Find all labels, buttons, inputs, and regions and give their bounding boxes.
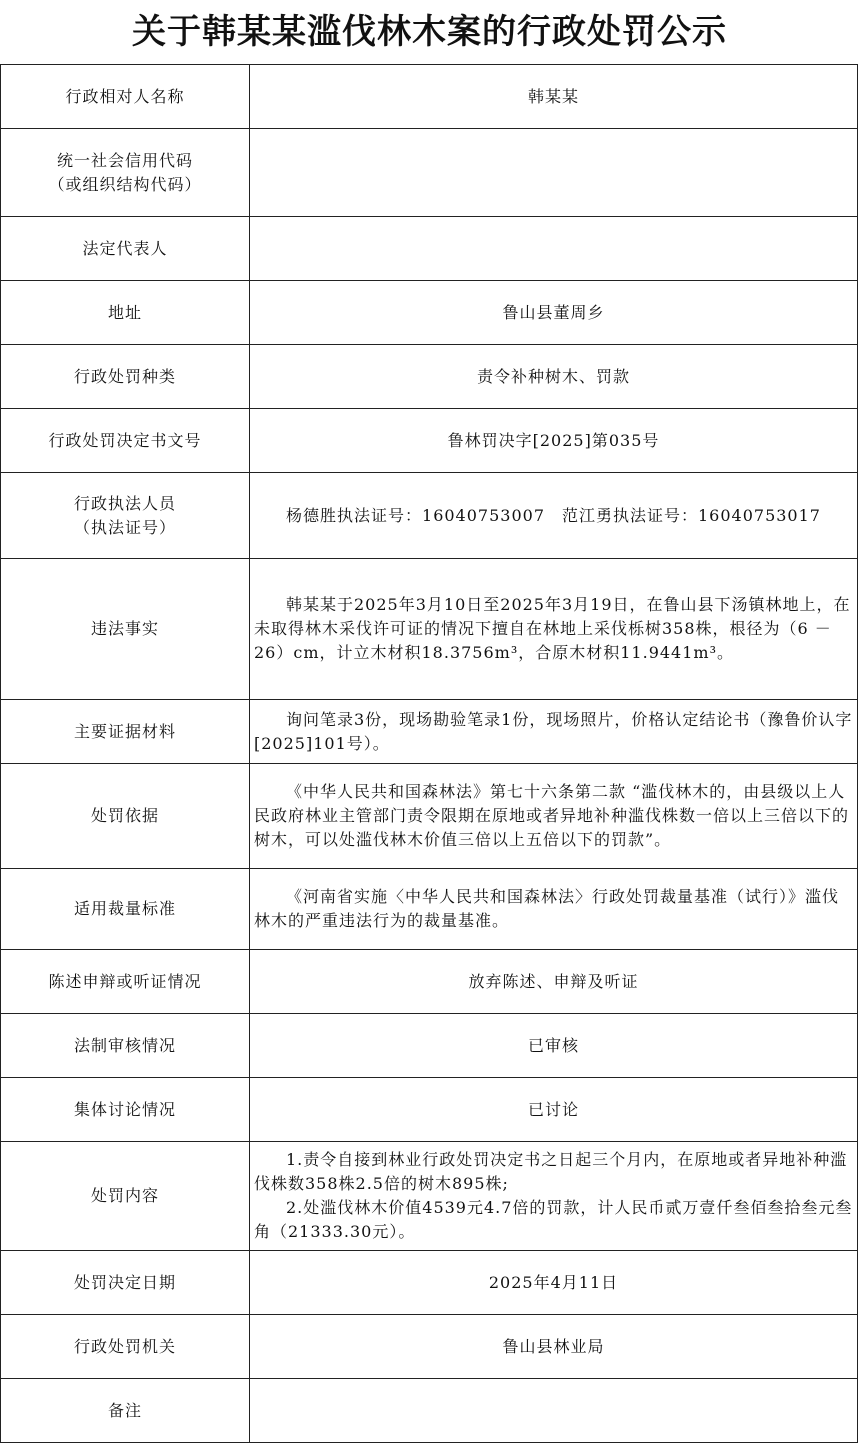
- table-row: [1, 1251, 858, 1315]
- label-discretion-standard: 适用裁量标准: [1, 869, 250, 950]
- label-enforcement-staff: [1, 473, 250, 559]
- penalty-basis-text: 《中华人民共和国森林法》第七十六条第二款 “滥伐林木的，由县级以上人民政府林业主管部门责令限期在原地或者异地补种滥伐株数一倍以上三倍以下的树木，可以处滥伐林木价值三倍以上五倍以下的罚款”。: [254, 782, 850, 849]
- value-penalty-content: [250, 1142, 858, 1251]
- value-enforcement-staff: 杨德胜执法证号：16040753007 范江勇执法证号：16040753017: [250, 473, 858, 559]
- label-legal-rep: 法定代表人: [1, 217, 250, 281]
- label-violation-facts: 违法事实: [1, 559, 250, 700]
- table-row: [1, 217, 858, 281]
- label-hearing-status: 陈述申辩或听证情况: [1, 950, 250, 1014]
- table-row: [1, 764, 858, 869]
- table-row: [1, 700, 858, 764]
- discretion-standard-text: 《河南省实施〈中华人民共和国森林法〉行政处罚裁量基准（试行）》滥伐林木的严重违法行为的裁量基准。: [254, 887, 840, 930]
- label-credit-code-line1: 统一社会信用代码: [56, 150, 193, 170]
- table-row: [1, 281, 858, 345]
- value-address: 鲁山县董周乡: [250, 281, 858, 345]
- label-penalty-type: 行政处罚种类: [1, 345, 250, 409]
- value-credit-code: [250, 129, 858, 217]
- label-remarks: 备注: [1, 1379, 250, 1443]
- label-enforcement-staff-line1: 行政执法人员: [73, 493, 176, 513]
- value-decision-date: 2025年4月11日: [250, 1251, 858, 1315]
- table-row: [1, 1379, 858, 1443]
- label-party-name: 行政相对人名称: [1, 65, 250, 129]
- table-row: [1, 1142, 858, 1251]
- value-violation-facts: [250, 559, 858, 700]
- table-row: [1, 1315, 858, 1379]
- label-penalty-basis: 处罚依据: [1, 764, 250, 869]
- value-party-name: 韩某某: [250, 65, 858, 129]
- value-evidence: [250, 700, 858, 764]
- table-row: [1, 129, 858, 217]
- table-row: [1, 1014, 858, 1078]
- evidence-text: 询问笔录3份，现场勘验笔录1份，现场照片，价格认定结论书（豫鲁价认字[2025]101号）。: [254, 709, 853, 753]
- value-hearing-status: 放弃陈述、申辩及听证: [250, 950, 858, 1014]
- label-legal-review: 法制审核情况: [1, 1014, 250, 1078]
- table-row: [1, 1078, 858, 1142]
- penalty-table: [0, 64, 858, 1443]
- value-penalty-basis: [250, 764, 858, 869]
- label-credit-code: [1, 129, 250, 217]
- page-title: 关于韩某某滥伐林木案的行政处罚公示: [132, 12, 727, 52]
- table-row: [1, 950, 858, 1014]
- table-row: [1, 65, 858, 129]
- penalty-content-item-2: 2.处滥伐林木价值4539元4.7倍的罚款，计人民币贰万壹仟叁佰叁拾叁元叁角（21333.30元）。: [254, 1198, 853, 1241]
- label-evidence: 主要证据材料: [1, 700, 250, 764]
- value-remarks: [250, 1379, 858, 1443]
- value-discretion-standard: [250, 869, 858, 950]
- label-penalty-authority: 行政处罚机关: [1, 1315, 250, 1379]
- table-row: [1, 559, 858, 700]
- table-row: [1, 345, 858, 409]
- value-decision-number: 鲁林罚决字[2025]第035号: [250, 409, 858, 473]
- value-legal-review: 已审核: [250, 1014, 858, 1078]
- table-row: [1, 409, 858, 473]
- value-penalty-authority: 鲁山县林业局: [250, 1315, 858, 1379]
- label-enforcement-staff-line2: （执法证号）: [73, 517, 176, 537]
- value-penalty-type: 责令补种树木、罚款: [250, 345, 858, 409]
- label-address: 地址: [1, 281, 250, 345]
- label-penalty-content: 处罚内容: [1, 1142, 250, 1251]
- label-decision-number: 行政处罚决定书文号: [1, 409, 250, 473]
- table-row: [1, 473, 858, 559]
- label-collective-discussion: 集体讨论情况: [1, 1078, 250, 1142]
- value-collective-discussion: 已讨论: [250, 1078, 858, 1142]
- label-credit-code-line2: （或组织结构代码）: [48, 174, 202, 194]
- label-decision-date: 处罚决定日期: [1, 1251, 250, 1315]
- table-row: [1, 869, 858, 950]
- penalty-content-item-1: 1.责令自接到林业行政处罚决定书之日起三个月内，在原地或者异地补种滥伐株数358株2.5倍的树木895株;: [254, 1150, 848, 1193]
- violation-facts-text: 韩某某于2025年3月10日至2025年3月19日，在鲁山县下汤镇林地上，在未取得林木采伐许可证的情况下擅自在林地上采伐栎树358株，根径为（6 － 26）cm，计立木材积18.3756m³，合原木材积11.9441m³。: [254, 595, 851, 662]
- value-legal-rep: [250, 217, 858, 281]
